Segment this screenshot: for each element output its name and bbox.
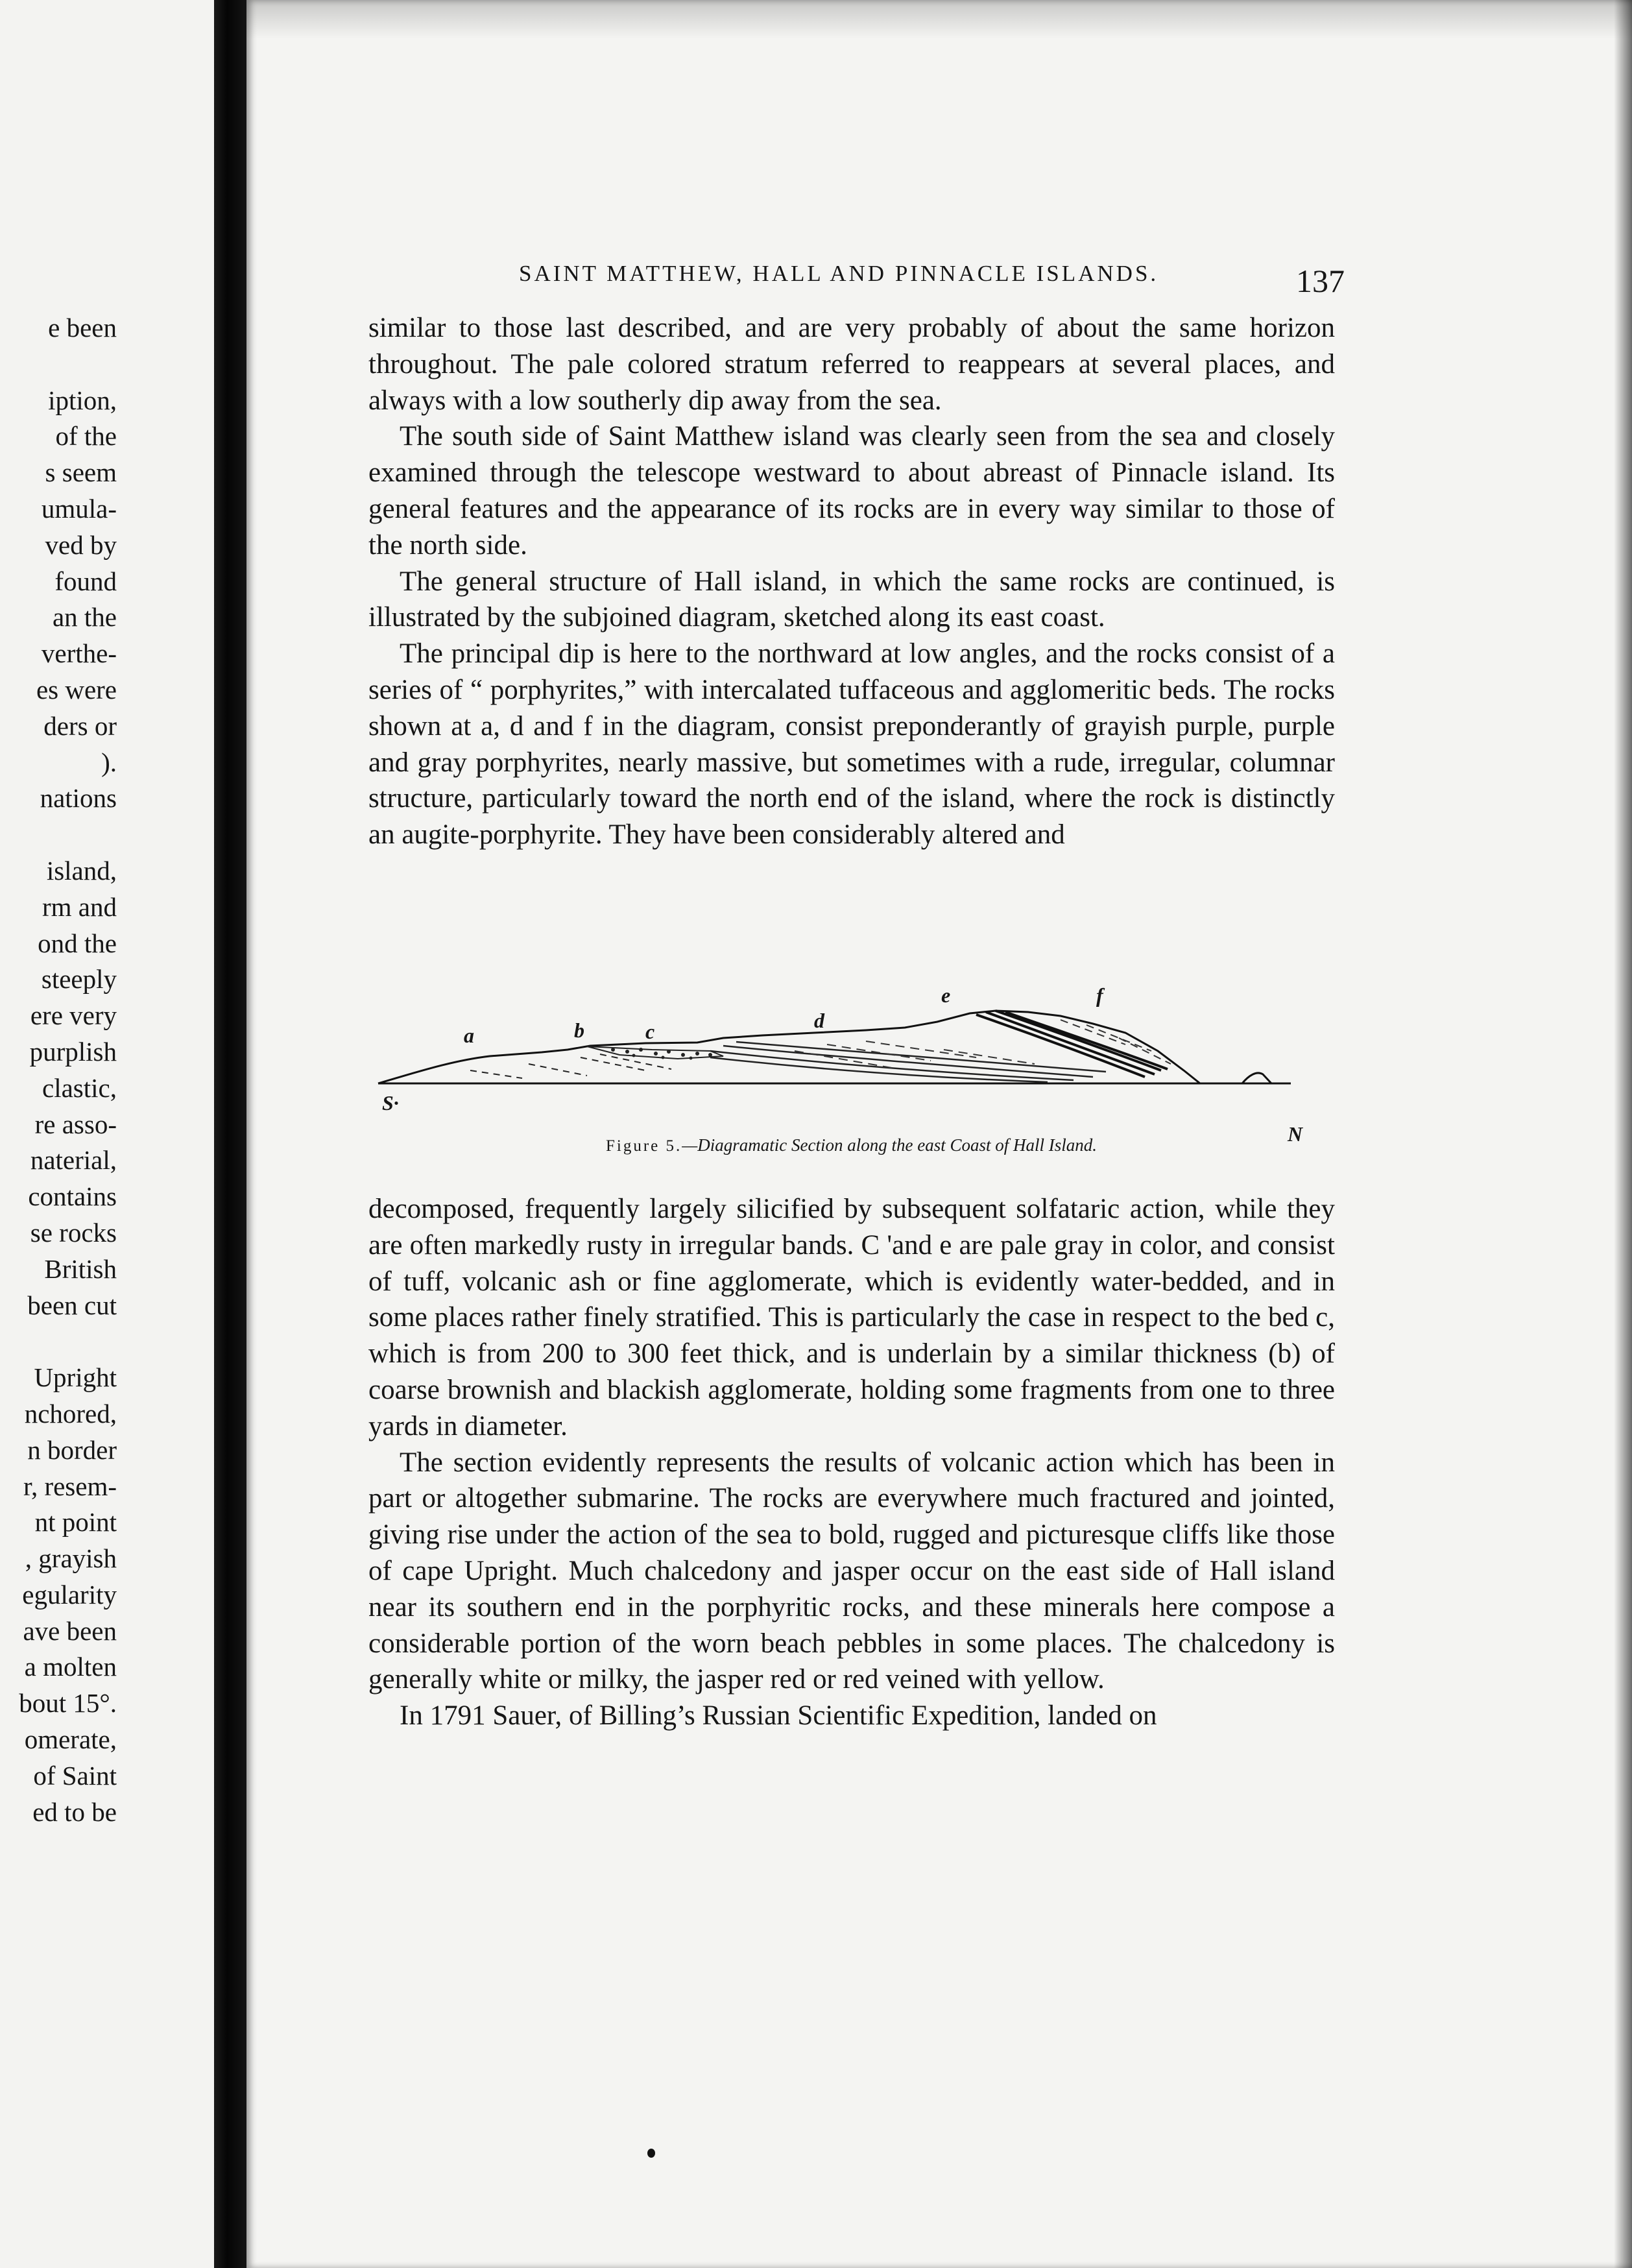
label-north: N [1288, 1122, 1303, 1146]
previous-page-line [19, 346, 117, 383]
previous-page-line: steeply [41, 964, 117, 995]
previous-page-line: ). [101, 747, 117, 777]
previous-page-line: ders or [43, 710, 117, 741]
label-a: a [464, 1024, 474, 1047]
previous-page-line: verthe- [41, 638, 117, 669]
previous-page-line: e been [48, 313, 117, 343]
previous-page-line: of Saint [33, 1760, 117, 1791]
previous-page-line: r, resem- [23, 1471, 117, 1501]
previous-page-line: bout 15°. [19, 1688, 117, 1719]
previous-page-line: iption, [48, 385, 117, 415]
previous-page-line: s seem [45, 457, 117, 488]
previous-page-line: n border [27, 1434, 117, 1465]
label-e: e [941, 983, 951, 1007]
body-text-top [368, 310, 1335, 853]
previous-page-line: an the [52, 602, 117, 633]
previous-page-line: se rocks [30, 1217, 117, 1248]
label-south: S· [382, 1091, 399, 1115]
previous-page-line: ere very [30, 1000, 117, 1031]
previous-page-line [19, 817, 117, 853]
previous-page-line: naterial, [30, 1145, 117, 1176]
label-f: f [1096, 983, 1103, 1007]
previous-page-line: clastic, [42, 1072, 117, 1103]
paragraph: The section evidently represents the results of volcanic action which has been in part or altogether submarine. The rocks are everywhere much fractured and jointed, giving rise under the action of the sea to bold, rugged and picturesque cliffs like those of cape Upright. Much chalcedony and jasper occur on the east side of Hall island near its southern end in the porphyritic rocks, and these minerals here compose a considerable portion of the worn beach pebbles in some places. The chalcedony is generally white or milky, the jasper red or red veined with yellow. [368, 1447, 1335, 1695]
label-b: b [574, 1019, 584, 1042]
previous-page-line: British [44, 1253, 117, 1284]
previous-page-line: of the [55, 421, 117, 452]
previous-page-line: egularity [22, 1579, 117, 1610]
previous-page-line: es were [36, 674, 117, 705]
previous-page-line: found [54, 566, 117, 596]
previous-page-line: contains [28, 1181, 117, 1212]
previous-page-line: umula- [41, 493, 117, 524]
previous-page-line: a molten [24, 1652, 117, 1682]
figure-caption-prefix: Figure 5. [605, 1137, 682, 1155]
previous-page-line: island, [46, 855, 117, 886]
body-text-bottom [368, 1191, 1335, 1734]
figure-caption [373, 1135, 1330, 1155]
previous-page-line: nt point [34, 1507, 117, 1538]
previous-page-line: ave been [23, 1615, 117, 1646]
previous-page-line: ond the [38, 928, 117, 958]
label-d: d [814, 1009, 824, 1032]
previous-page-line: Upright [34, 1362, 117, 1393]
previous-page-line: purplish [29, 1036, 117, 1067]
previous-page-line: omerate, [24, 1724, 117, 1755]
book-gutter [214, 0, 246, 2268]
previous-page-line: , grayish [25, 1543, 117, 1574]
section-diagram [373, 973, 1330, 1135]
previous-page-line: ved by [45, 529, 117, 560]
label-c: c [645, 1020, 655, 1043]
paragraph: similar to those last described, and are very probably of about the same horizon throughout. The pale colored stratum referred to reappears at several places, and always with a low southerly dip away from the sea. [368, 313, 1335, 416]
paragraph: decomposed, frequently largely silicified by subsequent solfataric action, while they are often markedly rusty in irregular bands. C 'and e are pale gray in color, and consist of tuff, volcanic ash or fine agglomerate, which is evidently water-bedded, and in some places rather finely stratified. This is particularly the case in respect to the bed c, which is from 200 to 300 feet thick, and is underlain by a similar thickness (b) of coarse brownish and blackish agglomerate, holding some fragments from one to three yards in diameter. [368, 1194, 1335, 1442]
previous-page [0, 0, 214, 2268]
figure-diagram [373, 973, 1330, 1168]
paragraph: In 1791 Sauer, of Billing’s Russian Scientific Expedition, landed on [400, 1700, 1157, 1731]
previous-page-text [19, 310, 117, 1830]
previous-page-line: nations [40, 783, 117, 814]
previous-page-line: nchored, [24, 1398, 117, 1429]
running-head: SAINT MATTHEW, HALL AND PINNACLE ISLANDS. [519, 261, 1159, 286]
page-number: 137 [1296, 263, 1345, 299]
previous-page-line [19, 1323, 117, 1360]
figure-caption-text: —Diagramatic Section along the east Coast of Hall Island. [682, 1135, 1097, 1155]
paragraph: The general structure of Hall island, in which the same rocks are continued, is illustrated by the subjoined diagram, sketched along its east coast. [368, 566, 1335, 633]
page-top-shadow [246, 0, 1632, 39]
paragraph: The principal dip is here to the northward at low angles, and the rocks consist of a series of “ porphyrites,” with intercalated tuffaceous and agglomeritic beds. The rocks shown at a, d and f in the diagram, consist preponderantly of grayish purple, purple and gray porphyrites, nearly massive, but sometimes with a rude, irregular, columnar structure, particularly toward the north end of the island, where the rock is distinctly an augite-porphyrite. They have been considerably altered and [368, 638, 1335, 850]
previous-page-line: ed to be [32, 1796, 117, 1827]
page-edge-shadow [1614, 0, 1632, 2268]
ink-spot [647, 2149, 655, 2158]
previous-page-line: been cut [27, 1290, 117, 1320]
previous-page-line: re asso- [34, 1109, 117, 1139]
paragraph: The south side of Saint Matthew island was clearly seen from the sea and closely examined through the telescope westward to about abreast of Pinnacle island. Its general features and the appearance of its rocks are in every way similar to those of the north side. [368, 421, 1335, 561]
previous-page-line: rm and [42, 891, 117, 922]
